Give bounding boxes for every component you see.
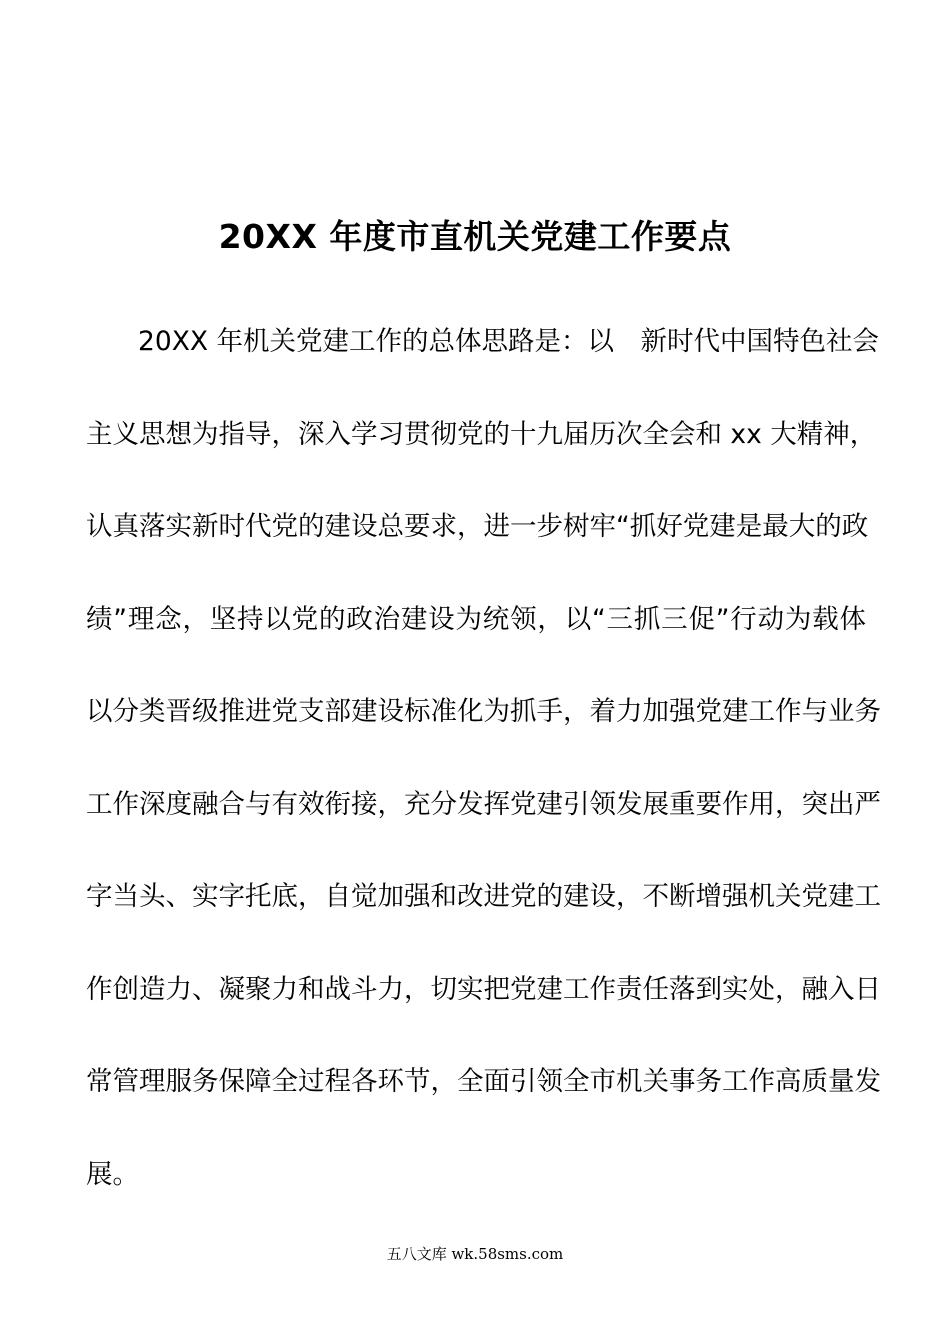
paragraph-line: 绩”理念，坚持以党的政治建设为统领，以“三抓三促”行动为载体 [86,603,866,635]
paragraph-line: 展。 [86,1158,139,1190]
paragraph-line: 字当头、实字托底，自觉加强和改进党的建设，不断增强机关党建工 [86,881,881,912]
body-paragraph [86,318,881,1243]
paragraph-line: 以分类晋级推进党支部建设标准化为抓手，着力加强党建工作与业务 [86,696,881,727]
document-title: 20XX 年度市直机关党建工作要点 [218,217,732,256]
paragraph-line: 认真落实新时代党的建设总要求，进一步树牢“抓好党建是最大的政 [86,511,869,542]
paragraph-line: 主义思想为指导，深入学习贯彻党的十九届历次全会和 xx 大精神， [86,418,877,450]
paragraph-line: 工作深度融合与有效衔接，充分发挥党建引领发展重要作用，突出严 [86,788,881,820]
paragraph-line: 常管理服务保障全过程各环节，全面引领全市机关事务工作高质量发 [86,1066,881,1097]
footer-watermark: 五八文库 wk.58sms.com [386,1245,564,1263]
paragraph-line: 作创造力、凝聚力和战斗力，切实把党建工作责任落到实处，融入日 [86,973,881,1005]
paragraph-line: 20XX 年机关党建工作的总体思路是：以 新时代中国特色社会 [138,326,879,357]
